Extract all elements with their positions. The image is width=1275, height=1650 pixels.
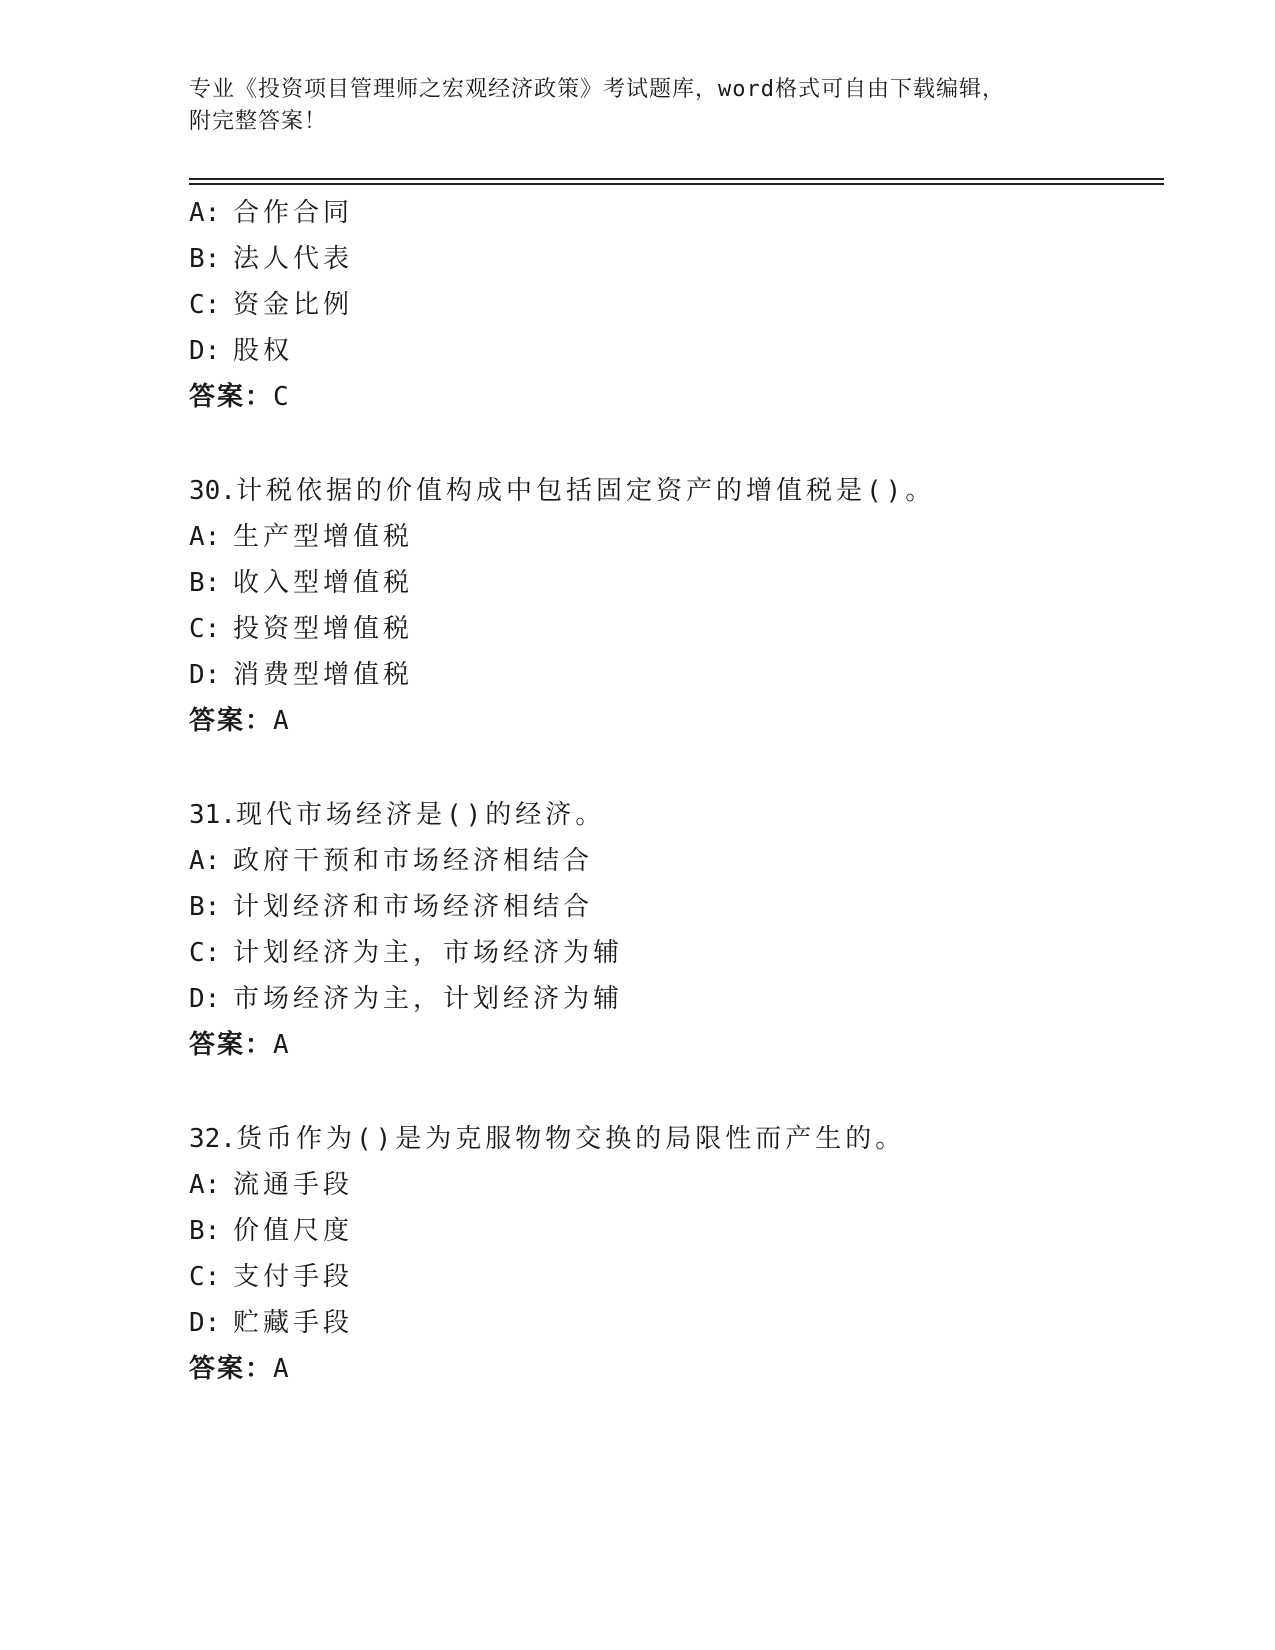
option-text: 股权 (233, 336, 294, 366)
option-text: 法人代表 (233, 244, 354, 274)
answer-line (189, 374, 1164, 420)
option-b (189, 884, 1164, 930)
option-text: 价值尺度 (233, 1216, 354, 1246)
question-list (189, 190, 1164, 1392)
option-label: C: (189, 1262, 221, 1292)
answer-label: 答案： (189, 706, 274, 736)
option-label: C: (189, 290, 221, 320)
header-divider-bottom (189, 183, 1164, 185)
question-number: 31. (189, 800, 236, 830)
question-stem (189, 1116, 1164, 1162)
option-text: 计划经济和市场经济相结合 (233, 892, 594, 922)
option-label: A: (189, 198, 221, 228)
option-d (189, 976, 1164, 1022)
option-label: A: (189, 522, 221, 552)
option-text: 流通手段 (233, 1170, 354, 1200)
header-line-1: 专业《投资项目管理师之宏观经济政策》考试题库，word格式可自由下载编辑， (189, 77, 1005, 102)
option-text: 合作合同 (233, 198, 354, 228)
option-label: B: (189, 892, 221, 922)
question-stem (189, 468, 1164, 514)
option-text: 政府干预和市场经济相结合 (233, 846, 594, 876)
question-text: 货币作为()是为克服物物交换的局限性而产生的。 (235, 1124, 906, 1154)
answer-label: 答案： (189, 1354, 274, 1384)
option-label: B: (189, 244, 221, 274)
question-block-32 (189, 1116, 1164, 1392)
option-d (189, 652, 1164, 698)
option-text: 资金比例 (233, 290, 354, 320)
option-c (189, 282, 1164, 328)
option-a (189, 514, 1164, 560)
question-stem (189, 792, 1164, 838)
answer-value: A (273, 1030, 290, 1060)
option-text: 生产型增值税 (233, 522, 414, 552)
option-label: D: (189, 1308, 221, 1338)
option-label: C: (189, 614, 221, 644)
option-c (189, 930, 1164, 976)
answer-line (189, 1346, 1164, 1392)
option-text: 计划经济为主，市场经济为辅 (233, 938, 624, 968)
answer-value: C (273, 382, 290, 412)
option-text: 市场经济为主，计划经济为辅 (233, 984, 624, 1014)
option-label: D: (189, 984, 221, 1014)
question-text: 计税依据的价值构成中包括固定资产的增值税是()。 (235, 476, 936, 506)
option-label: B: (189, 568, 221, 598)
document-header (189, 74, 1109, 138)
option-a (189, 838, 1164, 884)
question-number: 30. (189, 476, 236, 506)
answer-label: 答案： (189, 1030, 274, 1060)
answer-value: A (273, 706, 290, 736)
header-line-2: 附完整答案！ (189, 109, 328, 134)
option-label: B: (189, 1216, 221, 1246)
option-d (189, 328, 1164, 374)
option-label: A: (189, 1170, 221, 1200)
option-d (189, 1300, 1164, 1346)
option-text: 贮藏手段 (233, 1308, 354, 1338)
question-block-31 (189, 792, 1164, 1068)
option-label: D: (189, 336, 221, 366)
option-label: A: (189, 846, 221, 876)
option-text: 收入型增值税 (233, 568, 414, 598)
option-c (189, 1254, 1164, 1300)
option-text: 消费型增值税 (233, 660, 414, 690)
option-a (189, 190, 1164, 236)
question-number: 32. (189, 1124, 236, 1154)
option-label: C: (189, 938, 221, 968)
answer-label: 答案： (189, 382, 274, 412)
answer-line (189, 698, 1164, 744)
option-label: D: (189, 660, 221, 690)
answer-value: A (273, 1354, 290, 1384)
option-c (189, 606, 1164, 652)
answer-line (189, 1022, 1164, 1068)
option-b (189, 1208, 1164, 1254)
header-divider-top (189, 178, 1164, 180)
question-text: 现代市场经济是()的经济。 (235, 800, 606, 830)
option-b (189, 560, 1164, 606)
option-b (189, 236, 1164, 282)
option-a (189, 1162, 1164, 1208)
question-block-partial (189, 190, 1164, 420)
option-text: 投资型增值税 (233, 614, 414, 644)
option-text: 支付手段 (233, 1262, 354, 1292)
question-block-30 (189, 468, 1164, 744)
